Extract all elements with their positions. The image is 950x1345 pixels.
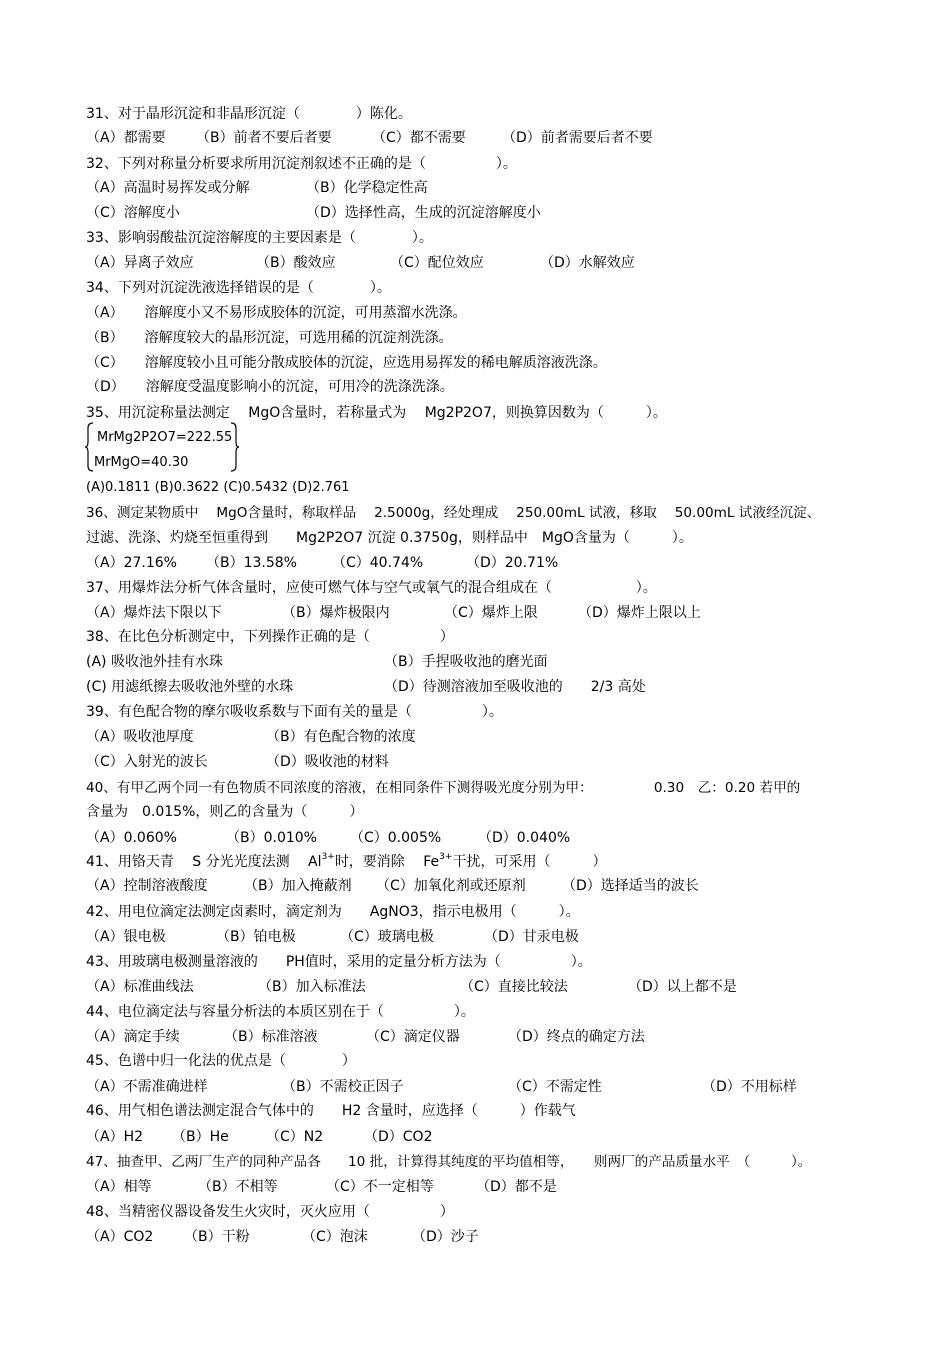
q44-option-c: （C）滴定仪器 bbox=[366, 1029, 460, 1045]
left-brace-icon bbox=[84, 422, 94, 472]
formula-line-2: MrMgO=40.30 bbox=[94, 455, 189, 470]
q36-option-d: （D）20.71% bbox=[466, 555, 559, 571]
q42-option-d: （D）甘汞电极 bbox=[484, 929, 579, 945]
q47-option-a: （A）相等 bbox=[86, 1179, 152, 1195]
question-40-stem-cont: 含量为 0.015%，则乙的含量为（ ） bbox=[86, 804, 364, 820]
q43-option-c: （C）直接比较法 bbox=[460, 979, 568, 995]
question-41-stem bbox=[86, 853, 606, 871]
q41-superscript-fe: 3+ bbox=[439, 852, 453, 862]
q41-option-d: （D）选择适当的波长 bbox=[562, 878, 699, 894]
q43-option-d: （D）以上都不是 bbox=[628, 979, 737, 995]
q32-option-a: （A）高温时易挥发或分解 bbox=[86, 180, 250, 196]
question-37-stem: 37、用爆炸法分析气体含量时，应使可燃气体与空气或氧气的混合组成在（ ）。 bbox=[86, 580, 657, 596]
q34-option-b: （B） 溶解度较大的晶形沉淀，可选用稀的沉淀剂洗涤。 bbox=[86, 330, 453, 346]
q41-stem-part2: 时，要消除 Fe bbox=[334, 854, 440, 870]
q37-option-d: （D）爆炸上限以上 bbox=[578, 605, 701, 621]
q32-option-c: （C）溶解度小 bbox=[86, 205, 180, 221]
q38-option-c: (C) 用滤纸擦去吸收池外壁的水珠 bbox=[86, 679, 294, 695]
q43-option-b: （B）加入标准法 bbox=[258, 979, 366, 995]
question-39-stem: 39、有色配合物的摩尔吸收系数与下面有关的量是（ ）。 bbox=[86, 704, 503, 720]
question-31-stem: 31、对于晶形沉淀和非晶形沉淀（ ）陈化。 bbox=[86, 106, 412, 122]
q48-option-b: （B）干粉 bbox=[184, 1229, 250, 1245]
q47-option-d: （D）都不是 bbox=[476, 1179, 557, 1195]
q45-option-b: （B）不需校正因子 bbox=[282, 1079, 404, 1095]
q33-option-c: （C）配位效应 bbox=[390, 255, 484, 271]
q36-option-b: （B）13.58% bbox=[206, 555, 297, 571]
q48-option-c: （C）泡沫 bbox=[302, 1229, 368, 1245]
q41-stem-part1: 41、用铬天青 S 分光光度法测 Al bbox=[86, 854, 322, 870]
question-33-stem: 33、影响弱酸盐沉淀溶解度的主要因素是（ ）。 bbox=[86, 230, 433, 246]
formula-line-1: MrMg2P2O7=222.55 bbox=[97, 430, 233, 445]
q39-option-a: （A）吸收池厚度 bbox=[86, 729, 194, 745]
question-42-stem: 42、用电位滴定法测定卤素时，滴定剂为 AgNO3，指示电极用（ ）。 bbox=[86, 904, 580, 920]
q41-option-b: （B）加入掩蔽剂 bbox=[244, 878, 352, 894]
q31-option-c: （C）都不需要 bbox=[372, 130, 466, 146]
q34-option-c: （C） 溶解度较小且可能分散成胶体的沉淀，应选用易挥发的稀电解质溶液洗涤。 bbox=[86, 355, 607, 371]
q45-option-c: （C）不需定性 bbox=[508, 1079, 602, 1095]
q34-option-a: （A） 溶解度小又不易形成胶体的沉淀，可用蒸溜水洗涤。 bbox=[86, 305, 467, 321]
right-brace-icon bbox=[230, 422, 240, 472]
q33-option-b: （B）酸效应 bbox=[256, 255, 336, 271]
question-38-stem: 38、在比色分析测定中，下列操作正确的是（ ） bbox=[86, 629, 454, 645]
q48-option-d: （D）沙子 bbox=[412, 1229, 479, 1245]
q40-option-b: （B）0.010% bbox=[226, 830, 317, 846]
q39-option-c: （C）入射光的波长 bbox=[86, 754, 208, 770]
q47-option-c: （C）不一定相等 bbox=[326, 1179, 434, 1195]
q37-option-c: （C）爆炸上限 bbox=[444, 605, 538, 621]
q31-option-b: （B）前者不要后者要 bbox=[196, 130, 332, 146]
q33-option-d: （D）水解效应 bbox=[540, 255, 635, 271]
question-32-stem: 32、下列对称量分析要求所用沉淀剂叙述不正确的是（ ）。 bbox=[86, 156, 517, 172]
q48-option-a: （A）CO2 bbox=[86, 1229, 154, 1245]
q42-option-a: （A）银电极 bbox=[86, 929, 166, 945]
question-36-stem: 36、测定某物质中 MgO含量时，称取样品 2.5000g，经处理成 250.00mL 试液，移取 50.00mL 试液经沉淀、 bbox=[86, 505, 821, 521]
q41-stem-part3: 干扰，可采用（ ） bbox=[452, 854, 607, 870]
q45-option-d: （D）不用标样 bbox=[702, 1079, 797, 1095]
q42-option-b: （B）铂电极 bbox=[216, 929, 296, 945]
q38-option-d: （D）待测溶液加至吸收池的 2/3 高处 bbox=[384, 679, 646, 695]
q34-option-d: （D） 溶解度受温度影响小的沉淀，可用冷的洗涤洗涤。 bbox=[86, 379, 454, 395]
question-44-stem: 44、电位滴定法与容量分析法的本质区别在于（ ）。 bbox=[86, 1004, 475, 1020]
question-47-stem: 47、抽查甲、乙两厂生产的同种产品各 10 批，计算得其纯度的平均值相等， 则两厂的产品质量水平 （ ）。 bbox=[86, 1154, 812, 1170]
q32-option-d: （D）选择性高，生成的沉淀溶解度小 bbox=[306, 205, 541, 221]
q35-options: (A)0.1811 (B)0.3622 (C)0.5432 (D)2.761 bbox=[86, 480, 350, 495]
q41-superscript-al: 3+ bbox=[321, 852, 335, 862]
q31-option-d: （D）前者需要后者不要 bbox=[502, 130, 653, 146]
q40-option-c: （C）0.005% bbox=[350, 830, 442, 846]
q38-option-a: (A) 吸收池外挂有水珠 bbox=[86, 654, 223, 670]
q32-option-b: （B）化学稳定性高 bbox=[306, 180, 428, 196]
q40-option-a: （A）0.060% bbox=[86, 830, 177, 846]
q43-option-a: （A）标准曲线法 bbox=[86, 979, 194, 995]
q47-option-b: （B）不相等 bbox=[198, 1179, 278, 1195]
q40-option-d: （D）0.040% bbox=[478, 830, 571, 846]
question-40-stem: 40、有甲乙两个同一有色物质不同浓度的溶液，在相同条件下测得吸光度分别为甲： 0.30 乙：0.20 若甲的 bbox=[86, 780, 801, 796]
question-36-stem-cont: 过滤、洗涤、灼烧至恒重得到 Mg2P2O7 沉淀 0.3750g，则样品中 MgO含量为（ ）。 bbox=[86, 530, 693, 546]
question-48-stem: 48、当精密仪器设备发生火灾时，灭火应用（ ） bbox=[86, 1204, 454, 1220]
q44-option-d: （D）终点的确定方法 bbox=[508, 1029, 645, 1045]
question-34-stem: 34、下列对沉淀洗液选择错误的是（ ）。 bbox=[86, 280, 391, 296]
q42-option-c: （C）玻璃电极 bbox=[340, 929, 434, 945]
q41-option-a: （A）控制溶液酸度 bbox=[86, 878, 208, 894]
q46-option-b: （B）He bbox=[172, 1129, 229, 1145]
q36-option-c: （C）40.74% bbox=[332, 555, 424, 571]
q46-option-a: （A）H2 bbox=[86, 1129, 144, 1145]
q44-option-a: （A）滴定手续 bbox=[86, 1029, 180, 1045]
q44-option-b: （B）标准溶液 bbox=[224, 1029, 318, 1045]
question-35-stem: 35、用沉淀称量法测定 MgO含量时，若称量式为 Mg2P2O7，则换算因数为（ ）。 bbox=[86, 405, 667, 421]
q41-option-c: （C）加氧化剂或还原剂 bbox=[376, 878, 526, 894]
question-46-stem: 46、用气相色谱法测定混合气体中的 H2 含量时，应选择（ ）作载气 bbox=[86, 1103, 576, 1119]
q33-option-a: （A）异离子效应 bbox=[86, 255, 194, 271]
q36-option-a: （A）27.16% bbox=[86, 555, 177, 571]
question-45-stem: 45、色谱中归一化法的优点是（ ） bbox=[86, 1053, 356, 1069]
q46-option-c: （C）N2 bbox=[266, 1129, 324, 1145]
q46-option-d: （D）CO2 bbox=[364, 1129, 433, 1145]
q45-option-a: （A）不需准确进样 bbox=[86, 1079, 208, 1095]
q31-option-a: （A）都需要 bbox=[86, 130, 166, 146]
question-43-stem: 43、用玻璃电极测量溶液的 PH值时，采用的定量分析方法为（ ）。 bbox=[86, 954, 592, 970]
q39-option-d: （D）吸收池的材料 bbox=[266, 754, 389, 770]
q37-option-a: （A）爆炸法下限以下 bbox=[86, 605, 222, 621]
q38-option-b: （B）手捏吸收池的磨光面 bbox=[384, 654, 548, 670]
q37-option-b: （B）爆炸极限内 bbox=[282, 605, 390, 621]
q39-option-b: （B）有色配合物的浓度 bbox=[266, 729, 416, 745]
